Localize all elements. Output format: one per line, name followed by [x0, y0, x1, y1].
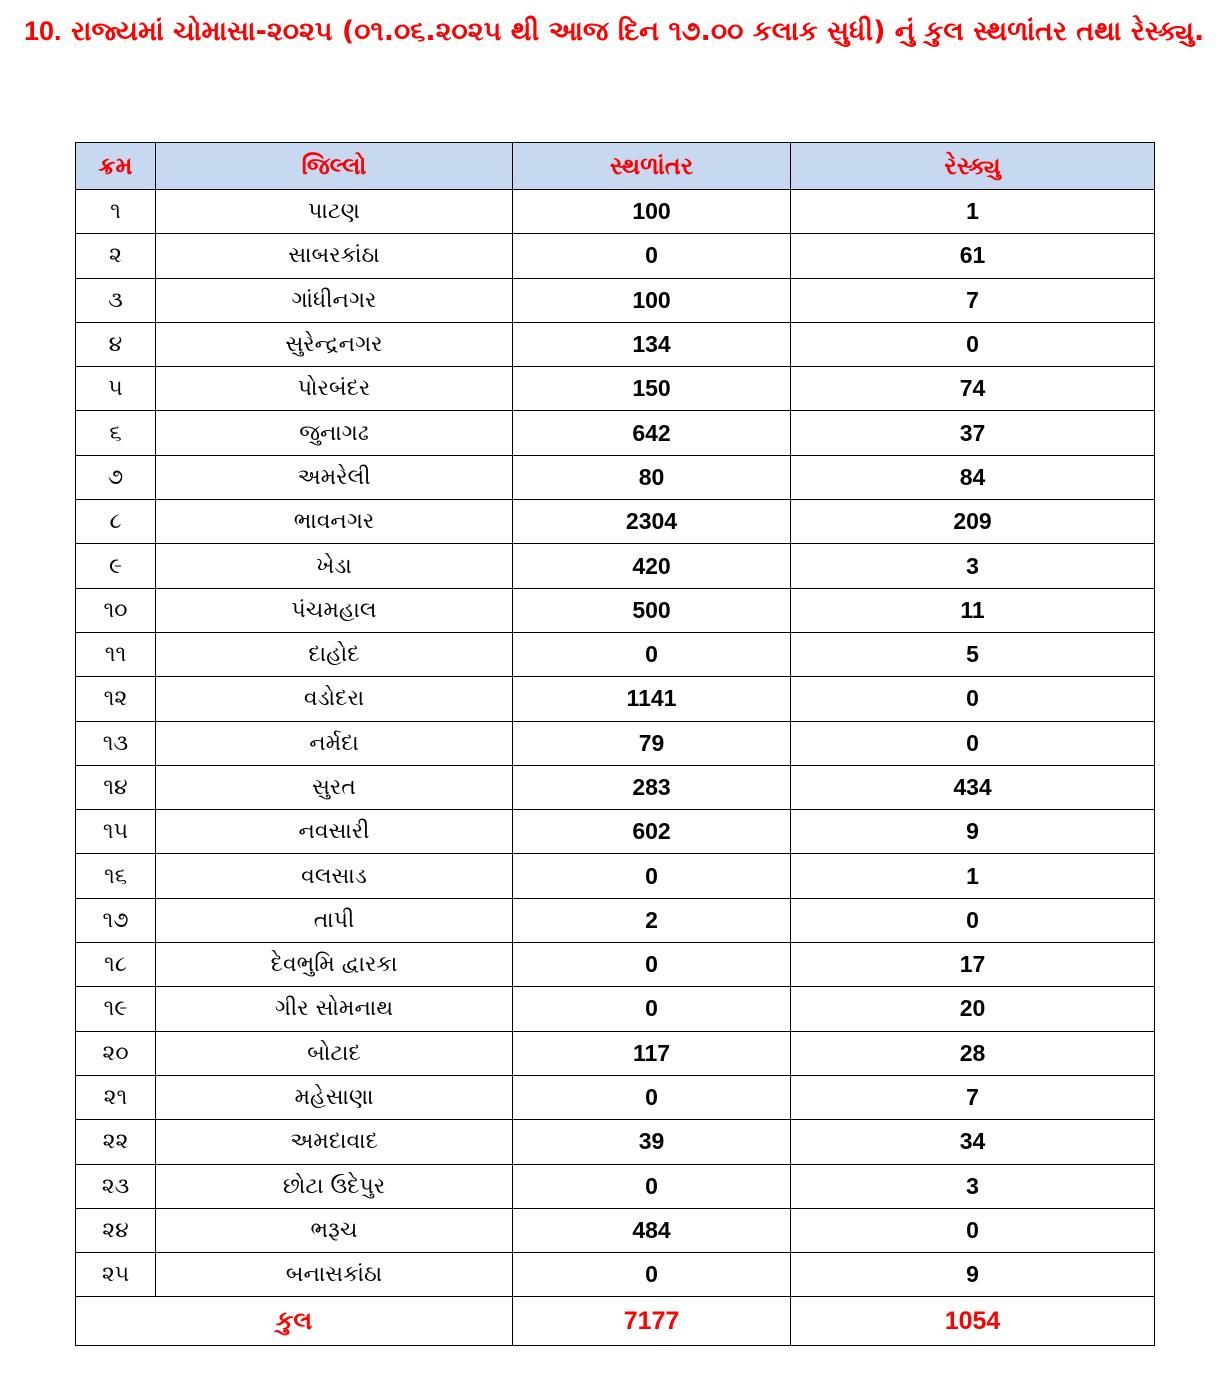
- row-evacuated: 500: [513, 588, 791, 632]
- row-evacuated: 0: [513, 1075, 791, 1119]
- row-serial: ૧૪: [76, 765, 156, 809]
- row-serial: ૨૧: [76, 1075, 156, 1119]
- row-evacuated: 80: [513, 455, 791, 499]
- row-district: ભાવનગર: [156, 500, 513, 544]
- table-footer: [76, 1297, 1155, 1346]
- header-row: [76, 143, 1155, 190]
- table-row: [76, 190, 1155, 234]
- district-evacuation-rescue-table: [75, 142, 1155, 1346]
- row-rescued: 84: [791, 455, 1155, 499]
- row-rescued: 0: [791, 677, 1155, 721]
- row-rescued: 5: [791, 632, 1155, 676]
- row-rescued: 9: [791, 810, 1155, 854]
- row-district: જુનાગઢ: [156, 411, 513, 455]
- table-row: [76, 854, 1155, 898]
- row-rescued: 9: [791, 1253, 1155, 1297]
- row-rescued: 37: [791, 411, 1155, 455]
- row-district: નવસારી: [156, 810, 513, 854]
- title-text: રાજ્યમાં ચોમાસા-૨૦૨૫ (૦૧.૦૬.૨૦૨૫ થી આજ દિન ૧૭.૦૦ કલાક સુધી) નું કુલ સ્થળાંતર તથા રેસ્ક્યુ.: [70, 16, 1205, 47]
- table-row: [76, 1075, 1155, 1119]
- row-rescued: 1: [791, 854, 1155, 898]
- table-row: [76, 987, 1155, 1031]
- row-evacuated: 79: [513, 721, 791, 765]
- row-district: અમદાવાદ: [156, 1120, 513, 1164]
- row-rescued: 0: [791, 322, 1155, 366]
- row-serial: ૧૯: [76, 987, 156, 1031]
- header-district: જિલ્લો: [156, 143, 513, 190]
- row-district: ભરૂચ: [156, 1208, 513, 1252]
- row-rescued: 209: [791, 500, 1155, 544]
- row-district: ગાંધીનગર: [156, 278, 513, 322]
- row-evacuated: 283: [513, 765, 791, 809]
- row-district: બોટાદ: [156, 1031, 513, 1075]
- row-rescued: 11: [791, 588, 1155, 632]
- row-serial: ૧૩: [76, 721, 156, 765]
- table-row: [76, 721, 1155, 765]
- title-number: 10.: [24, 16, 62, 46]
- row-serial: ૩: [76, 278, 156, 322]
- row-evacuated: 39: [513, 1120, 791, 1164]
- row-serial: ૧: [76, 190, 156, 234]
- table-row: [76, 588, 1155, 632]
- row-serial: ૧૨: [76, 677, 156, 721]
- table-row: [76, 455, 1155, 499]
- row-rescued: 0: [791, 1208, 1155, 1252]
- row-district: ગીર સોમનાથ: [156, 987, 513, 1031]
- row-district: પોરબંદર: [156, 367, 513, 411]
- row-evacuated: 2304: [513, 500, 791, 544]
- row-district: નર્મદા: [156, 721, 513, 765]
- table-row: [76, 1120, 1155, 1164]
- row-serial: ૪: [76, 322, 156, 366]
- row-evacuated: 420: [513, 544, 791, 588]
- row-serial: ૧૦: [76, 588, 156, 632]
- row-evacuated: 0: [513, 1253, 791, 1297]
- table-row: [76, 677, 1155, 721]
- row-district: છોટા ઉદેપુર: [156, 1164, 513, 1208]
- row-rescued: 1: [791, 190, 1155, 234]
- table-row: [76, 898, 1155, 942]
- row-serial: ૯: [76, 544, 156, 588]
- row-serial: ૧૮: [76, 943, 156, 987]
- row-evacuated: 0: [513, 854, 791, 898]
- total-evacuated: 7177: [513, 1297, 791, 1346]
- table-row: [76, 278, 1155, 322]
- row-district: બનાસકાંઠા: [156, 1253, 513, 1297]
- header-evacuated: સ્થળાંતર: [513, 143, 791, 190]
- row-rescued: 3: [791, 1164, 1155, 1208]
- row-evacuated: 0: [513, 987, 791, 1031]
- table-body: [76, 190, 1155, 1297]
- row-rescued: 0: [791, 721, 1155, 765]
- row-evacuated: 484: [513, 1208, 791, 1252]
- row-rescued: 74: [791, 367, 1155, 411]
- total-rescued: 1054: [791, 1297, 1155, 1346]
- table-row: [76, 1208, 1155, 1252]
- row-rescued: 3: [791, 544, 1155, 588]
- row-rescued: 20: [791, 987, 1155, 1031]
- row-district: મહેસાણા: [156, 1075, 513, 1119]
- row-evacuated: 0: [513, 943, 791, 987]
- table-row: [76, 544, 1155, 588]
- row-evacuated: 2: [513, 898, 791, 942]
- table-row: [76, 943, 1155, 987]
- row-evacuated: 100: [513, 278, 791, 322]
- header-rescued: રેસ્ક્યુ: [791, 143, 1155, 190]
- row-serial: ૨૨: [76, 1120, 156, 1164]
- table-header: [76, 143, 1155, 190]
- row-district: અમરેલી: [156, 455, 513, 499]
- row-serial: ૨૫: [76, 1253, 156, 1297]
- row-rescued: 434: [791, 765, 1155, 809]
- row-rescued: 28: [791, 1031, 1155, 1075]
- row-evacuated: 1141: [513, 677, 791, 721]
- row-serial: ૬: [76, 411, 156, 455]
- row-rescued: 7: [791, 278, 1155, 322]
- row-serial: ૨૩: [76, 1164, 156, 1208]
- table-row: [76, 411, 1155, 455]
- row-district: પંચમહાલ: [156, 588, 513, 632]
- row-district: દેવભુમિ દ્વારકા: [156, 943, 513, 987]
- row-rescued: 34: [791, 1120, 1155, 1164]
- table-row: [76, 322, 1155, 366]
- row-serial: ૧૧: [76, 632, 156, 676]
- row-evacuated: 602: [513, 810, 791, 854]
- row-rescued: 61: [791, 234, 1155, 278]
- row-serial: ૮: [76, 500, 156, 544]
- row-serial: ૫: [76, 367, 156, 411]
- table-row: [76, 810, 1155, 854]
- row-serial: ૧૭: [76, 898, 156, 942]
- row-evacuated: 117: [513, 1031, 791, 1075]
- header-serial: ક્રમ: [76, 143, 156, 190]
- row-serial: ૧૫: [76, 810, 156, 854]
- row-evacuated: 100: [513, 190, 791, 234]
- table-row: [76, 500, 1155, 544]
- row-district: સુરત: [156, 765, 513, 809]
- row-evacuated: 0: [513, 632, 791, 676]
- row-serial: ૭: [76, 455, 156, 499]
- row-district: સાબરકાંઠા: [156, 234, 513, 278]
- row-evacuated: 150: [513, 367, 791, 411]
- row-serial: ૨૦: [76, 1031, 156, 1075]
- row-district: સુરેન્દ્રનગર: [156, 322, 513, 366]
- table-row: [76, 367, 1155, 411]
- row-district: દાહોદ: [156, 632, 513, 676]
- table-row: [76, 632, 1155, 676]
- total-label: કુલ: [76, 1297, 513, 1346]
- row-serial: ૨૪: [76, 1208, 156, 1252]
- page-title: [24, 4, 1214, 59]
- row-evacuated: 0: [513, 1164, 791, 1208]
- row-evacuated: 642: [513, 411, 791, 455]
- total-row: [76, 1297, 1155, 1346]
- table-row: [76, 765, 1155, 809]
- table-row: [76, 1253, 1155, 1297]
- row-district: વડોદરા: [156, 677, 513, 721]
- table-row: [76, 1164, 1155, 1208]
- row-rescued: 7: [791, 1075, 1155, 1119]
- row-district: ખેડા: [156, 544, 513, 588]
- row-district: પાટણ: [156, 190, 513, 234]
- table-row: [76, 1031, 1155, 1075]
- row-evacuated: 0: [513, 234, 791, 278]
- row-rescued: 0: [791, 898, 1155, 942]
- row-rescued: 17: [791, 943, 1155, 987]
- row-district: તાપી: [156, 898, 513, 942]
- row-serial: ૨: [76, 234, 156, 278]
- row-evacuated: 134: [513, 322, 791, 366]
- row-district: વલસાડ: [156, 854, 513, 898]
- row-serial: ૧૬: [76, 854, 156, 898]
- table-row: [76, 234, 1155, 278]
